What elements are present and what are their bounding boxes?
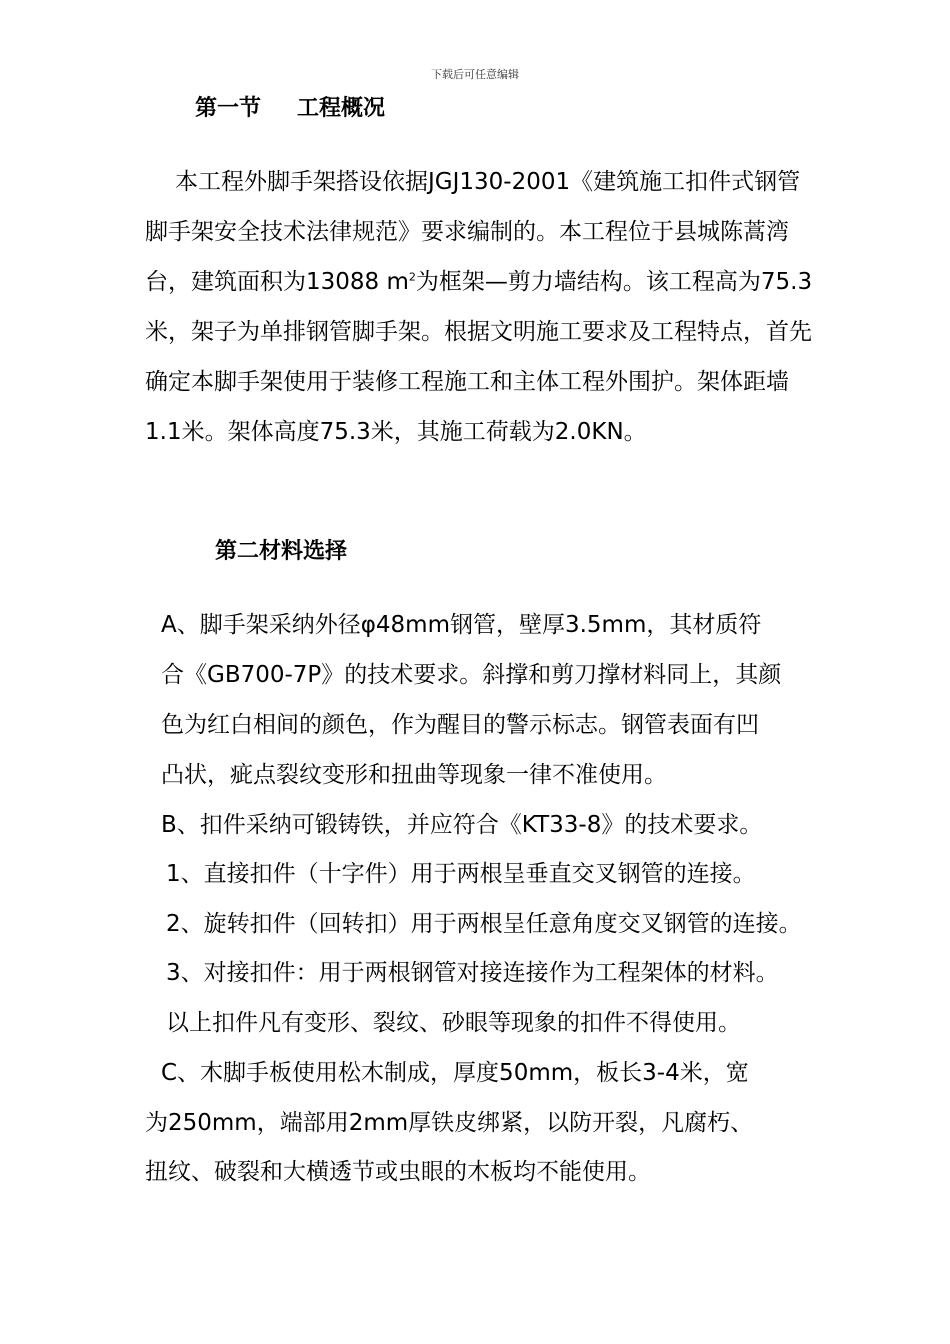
section-2-line: C、木脚手板使用松木制成，厚度50mm，板长3-4米，宽 — [161, 1060, 749, 1086]
section-2-line: A、脚手架采纳外径φ48mm钢管，壁厚3.5mm，其材质符 — [161, 612, 762, 638]
section-2-line: 凸状，疵点裂纹变形和扭曲等现象一律不准使用。 — [161, 762, 667, 788]
section-2-line: 以上扣件凡有变形、裂纹、砂眼等现象的扣件不得使用。 — [166, 1010, 741, 1036]
section-2-line: 3、对接扣件：用于两根钢管对接连接作为工程架体的材料。 — [166, 960, 779, 986]
section-1-paragraph — [145, 157, 815, 457]
section-2-line: B、扣件采纳可锻铸铁，并应符合《KT33-8》的技术要求。 — [161, 812, 763, 838]
section-2-line: 1、直接扣件（十字件）用于两根呈垂直交叉钢管的连接。 — [166, 861, 756, 887]
header-note: 下载后可任意编辑 — [431, 68, 519, 81]
paragraph-text-after-superscript: 为框架—剪力墙结构。该工程高为75.3米，架子为单排钢管脚手架。根据文明施工要求及工程特点，首先确定本脚手架使用于装修工程施工和主体工程外围护。架体距墙1.1米。架体高度75.3米，其施工荷载为2.0KN。 — [145, 269, 813, 445]
section-1-number: 第一节 — [195, 96, 262, 121]
section-2-line: 扭纹、破裂和大横透节或虫眼的木板均不能使用。 — [145, 1159, 651, 1185]
section-2-line: 2、旋转扣件（回转扣）用于两根呈任意角度交叉钢管的连接。 — [166, 911, 802, 937]
section-1-heading — [195, 94, 385, 124]
section-2-heading: 第二材料选择 — [215, 539, 348, 564]
section-2-line: 色为红白相间的颜色，作为醒目的警示标志。钢管表面有凹 — [161, 712, 759, 738]
section-2-line: 合《GB700-7P》的技术要求。斜撑和剪刀撑材料同上，其颜 — [161, 662, 782, 688]
section-1-title: 工程概况 — [297, 96, 386, 121]
section-2-line: 为250mm，端部用2mm厚铁皮绑紧，以防开裂，凡腐朽、 — [145, 1110, 754, 1136]
area-unit-superscript: 2 — [408, 270, 416, 284]
paragraph-text-before-superscript: 本工程外脚手架搭设依据JGJ130-2001《建筑施工扣件式钢管脚手架安全技术法律规范》要求编制的。本工程位于县城陈蒿湾台，建筑面积为13088 m — [145, 169, 801, 295]
